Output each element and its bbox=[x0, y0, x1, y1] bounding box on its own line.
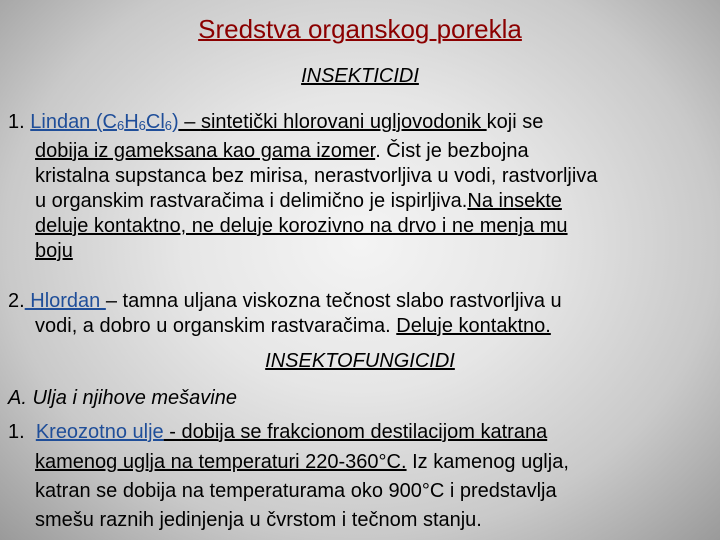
item-3-name: Kreozotno ulje bbox=[35, 421, 164, 443]
item-2-dash: – bbox=[105, 290, 117, 312]
item-2-number: 2. bbox=[8, 290, 25, 312]
item-1-name-part: Cl bbox=[145, 111, 165, 133]
item-1-name-part: Lindan (C bbox=[30, 111, 117, 133]
item-1-line-4 bbox=[35, 189, 562, 213]
item-1-line-5: deluje kontaktno, ne deluje korozivno na drvo i ne menja mu bbox=[35, 215, 568, 237]
item-3-line-3: katran se dobija na temperaturama oko 900°C i predstavlja bbox=[35, 480, 557, 502]
item-1-name bbox=[30, 111, 178, 133]
item-2-text: vodi, a dobro u organskim rastvaračima. bbox=[35, 315, 397, 337]
item-1-name-part: H bbox=[124, 111, 139, 133]
item-1-subscript: 6 bbox=[164, 118, 173, 133]
slide-title bbox=[0, 14, 720, 45]
item-1-number: 1. bbox=[8, 111, 25, 133]
item-1-line-3: kristalna supstanca bez mirisa, nerastvorljiva u vodi, rastvorljiva bbox=[35, 165, 598, 187]
item-1-text: koji se bbox=[486, 111, 544, 133]
section-heading-insekticidi: INSEKTICIDI bbox=[301, 65, 419, 87]
item-2-first-line bbox=[8, 289, 562, 313]
item-1-text: . Čist je bezbojna bbox=[375, 140, 529, 162]
item-1-text-underlined: Na insekte bbox=[467, 190, 562, 212]
item-3-dash: - bbox=[163, 421, 182, 443]
item-2-text-underlined: Deluje kontaktno. bbox=[396, 315, 551, 337]
item-1-subscript: 6 bbox=[138, 118, 146, 133]
section-heading-insektofungicidi: INSEKTOFUNGICIDI bbox=[265, 350, 455, 372]
item-1-text-underlined: dobija iz gameksana kao gama izomer bbox=[35, 140, 376, 162]
item-3-text-underlined: kamenog uglja na temperaturi 220-360°C. bbox=[35, 451, 407, 473]
subsection-heading: A. Ulja i njihove mešavine bbox=[8, 387, 237, 409]
item-2-name: Hlordan bbox=[24, 290, 106, 312]
item-1-line-2 bbox=[35, 139, 529, 163]
item-1-subscript: 6 bbox=[116, 118, 125, 133]
item-1-name-part: ) bbox=[172, 111, 179, 133]
slide-title-text: Sredstva organskog porekla bbox=[198, 14, 522, 44]
item-2-line-2 bbox=[35, 314, 551, 338]
item-1-dash: – bbox=[178, 111, 201, 133]
item-3-text: Iz kamenog uglja, bbox=[406, 451, 569, 473]
item-1-definition: sintetički hlorovani ugljovodonik bbox=[200, 111, 487, 133]
item-1-line-6: boju bbox=[35, 240, 73, 262]
item-1-text: u organskim rastvaračima i delimično je ispirljiva. bbox=[35, 190, 468, 212]
item-1-first-line bbox=[8, 110, 543, 138]
item-3-number: 1. bbox=[8, 421, 25, 443]
item-3-line-4: smešu raznih jedinjenja u čvrstom i tečnom stanju. bbox=[35, 509, 482, 531]
item-3-text-underlined: dobija se frakcionom destilacijom katrana bbox=[181, 421, 548, 443]
item-2-text: tamna uljana viskozna tečnost slabo rastvorljiva u bbox=[116, 290, 562, 312]
item-3-first-line bbox=[8, 420, 547, 444]
item-3-line-2 bbox=[35, 450, 569, 474]
